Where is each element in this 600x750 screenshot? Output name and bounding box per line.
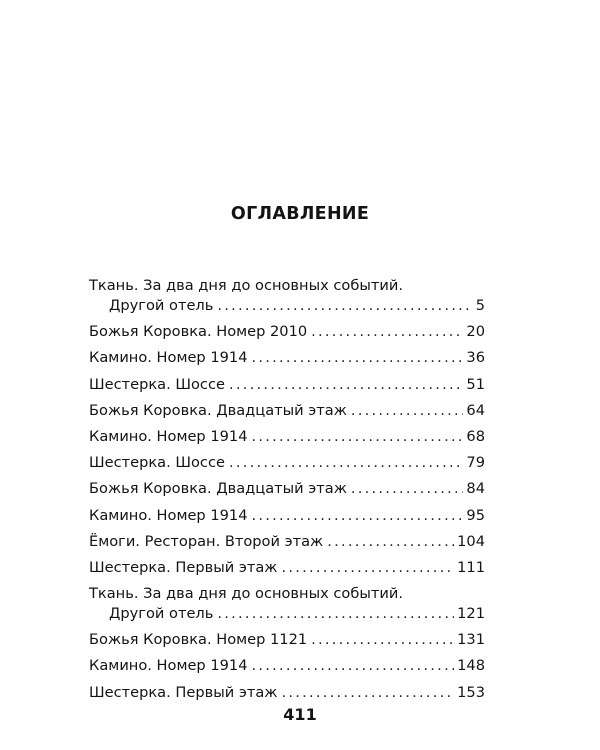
toc-entry-first-line [89,584,485,604]
toc-entry-title: Божья Коровка. Номер 2010 [89,323,308,341]
toc-page-number: 153 [457,683,485,701]
toc-page-number: 79 [466,454,485,472]
toc-page-number: 84 [466,480,485,498]
toc-page-number: 111 [457,558,485,576]
toc-entry-line [89,604,485,624]
toc-entry-line [89,506,485,526]
toc-entry-title: Камино. Номер 1914 [89,349,248,367]
dot-leader [327,532,454,552]
toc-page-number: 64 [466,401,485,419]
toc-page-number: 68 [466,427,485,445]
toc-entry-title: Шестерка. Шоссе [89,454,225,472]
toc-entry [89,506,485,526]
toc-entry [89,683,485,703]
toc-entry-line [89,427,485,447]
toc-page-number: 51 [466,375,485,393]
toc-entry-title: Камино. Номер 1914 [89,506,248,524]
toc-entry-line [89,630,485,650]
dot-leader [217,296,472,316]
toc-page-number: 121 [457,605,485,623]
dot-leader [229,453,463,473]
dot-leader [251,506,463,526]
dot-leader [251,427,463,447]
toc-page-number: 5 [475,297,485,314]
dot-leader [229,375,463,395]
toc-page-number: 95 [466,506,485,524]
toc-entry-line [89,656,485,676]
toc-entry-line [89,401,485,421]
toc-entry-title-part: Ткань. За два дня до основных событий. [89,277,403,294]
toc-heading: ОГЛАВЛЕНИЕ [230,204,370,224]
toc-entry-line [89,683,485,703]
toc-page-number: 104 [457,532,485,550]
dot-leader [251,348,463,368]
toc-page-number: 20 [466,323,485,341]
toc-entry [89,558,485,578]
toc-entry-line [89,322,485,342]
dot-leader [311,322,463,342]
toc-entry-title: Шестерка. Первый этаж [89,683,278,701]
toc-entry-title: Божья Коровка. Двадцатый этаж [89,480,347,498]
toc-entry [89,584,485,624]
dot-leader [251,656,454,676]
toc-entry-title: Другой отель [109,605,214,623]
toc-page-number: 36 [466,349,485,367]
dot-leader [281,558,454,578]
toc-entry-title: Божья Коровка. Двадцатый этаж [89,401,347,419]
toc-entry [89,479,485,499]
toc-entry [89,375,485,395]
toc-entry-title-part: Ткань. За два дня до основных событий. [89,585,403,603]
toc-entry-line [89,296,485,316]
toc-entry-title: Ёмоги. Ресторан. Второй этаж [89,532,324,550]
toc-page-number: 131 [457,631,485,649]
toc-entry-first-line [89,276,485,296]
toc-entry [89,276,485,316]
toc-entry-title: Божья Коровка. Номер 1121 [89,631,308,649]
toc-entry-line [89,348,485,368]
dot-leader [217,604,454,624]
toc-entry-line [89,453,485,473]
dot-leader [351,479,464,499]
toc-entry [89,630,485,650]
toc-entry-line [89,532,485,552]
toc-entry-title: Шестерка. Первый этаж [89,558,278,576]
toc-entry [89,322,485,342]
toc-entry-line [89,479,485,499]
toc-entry [89,453,485,473]
toc-entry-title: Камино. Номер 1914 [89,427,248,445]
toc-page-number: 148 [457,657,485,675]
table-of-contents [89,276,485,709]
toc-entry [89,656,485,676]
toc-entry [89,401,485,421]
toc-entry [89,427,485,447]
toc-entry [89,532,485,552]
dot-leader [351,401,464,421]
toc-entry-title: Камино. Номер 1914 [89,657,248,675]
toc-entry-title: Другой отель [109,297,214,314]
dot-leader [281,683,454,703]
toc-entry-line [89,375,485,395]
toc-entry-title: Шестерка. Шоссе [89,375,225,393]
toc-entry-line [89,558,485,578]
toc-entry [89,348,485,368]
dot-leader [311,630,454,650]
page-number: 411 [283,705,317,724]
